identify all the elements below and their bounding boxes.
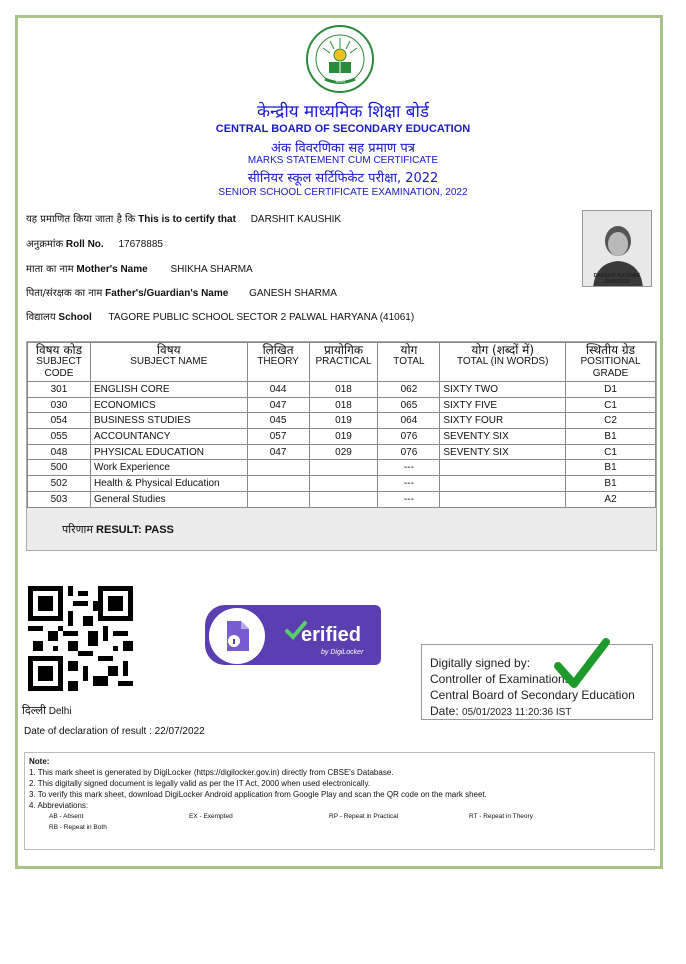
abbreviations-row <box>29 822 650 833</box>
roll-label-english: Roll No. <box>65 239 104 250</box>
digilocker-verified-badge <box>205 605 381 665</box>
theory-marks: 057 <box>247 429 309 445</box>
practical-marks <box>309 460 378 476</box>
subject-code: 030 <box>28 397 91 413</box>
positional-grade: D1 <box>566 382 656 398</box>
total-in-words: SIXTY FOUR <box>440 413 566 429</box>
total-marks: 076 <box>378 444 440 460</box>
total-marks: 064 <box>378 413 440 429</box>
signature-date-row <box>430 703 652 721</box>
table-row <box>28 429 656 445</box>
subject-name: ECONOMICS <box>90 397 247 413</box>
signature-date-value: 05/01/2023 11:20:36 IST <box>462 707 572 718</box>
positional-grade: C1 <box>566 397 656 413</box>
table-row <box>28 444 656 460</box>
result-status: RESULT: PASS <box>96 524 174 536</box>
roll-number-row <box>26 236 163 250</box>
practical-marks: 018 <box>309 397 378 413</box>
total-in-words: SIXTY TWO <box>440 382 566 398</box>
subject-code: 055 <box>28 429 91 445</box>
photo-caption-name: DARSHIT KAUSHIK <box>593 273 641 279</box>
candidate-name: DARSHIT KAUSHIK <box>250 214 342 225</box>
place-of-issue <box>22 703 72 718</box>
marks-statement-hindi: अंक विवरणिका सह प्रमाण पत्र <box>271 141 415 156</box>
practical-marks: 019 <box>309 413 378 429</box>
subject-code: 503 <box>28 491 91 507</box>
subject-code: 054 <box>28 413 91 429</box>
theory-marks: 047 <box>247 397 309 413</box>
header-practical: प्रायोगिक PRACTICAL <box>309 343 378 382</box>
roll-label-hindi: अनुक्रमांक <box>26 239 64 250</box>
theory-marks: 045 <box>247 413 309 429</box>
subject-name: General Studies <box>90 491 247 507</box>
theory-marks <box>247 460 309 476</box>
subject-code: 500 <box>28 460 91 476</box>
marks-statement-english: MARKS STATEMENT CUM CERTIFICATE <box>247 155 439 166</box>
note-item: 2. This digitally signed document is legally valid as per the IT Act, 2000 when used electronically. <box>29 779 371 788</box>
positional-grade: B1 <box>566 476 656 492</box>
header-grade: स्थितीय ग्रेड POSITIONAL GRADE <box>566 343 656 382</box>
positional-grade: C1 <box>566 444 656 460</box>
place-english: Delhi <box>48 706 72 717</box>
photo-caption-date: 29/09/2020 <box>604 279 630 285</box>
abbreviations-row <box>29 811 650 822</box>
subject-name: ACCOUNTANCY <box>90 429 247 445</box>
signature-valid-check-icon <box>554 636 610 692</box>
abbreviation-item: AB - Absent <box>49 813 84 820</box>
note-item: 3. To verify this mark sheet, download DigiLocker Android application from Google Play and scan the QR code on the mark sheet. <box>29 790 487 799</box>
note-item: 1. This mark sheet is generated by DigiLocker (https://digilocker.gov.in) directly from CBSE's Database. <box>29 768 394 777</box>
subject-code: 048 <box>28 444 91 460</box>
father-label-hindi: पिता/संरक्षक का नाम <box>26 288 103 299</box>
father-name-row <box>26 285 337 299</box>
subject-name: ENGLISH CORE <box>90 382 247 398</box>
roll-number: 17678885 <box>118 239 163 250</box>
positional-grade: B1 <box>566 460 656 476</box>
practical-marks: 018 <box>309 382 378 398</box>
note-item: 4. Abbreviations: <box>29 801 89 810</box>
subject-name: Work Experience <box>90 460 247 476</box>
abbreviation-item: RP - Repeat in Practical <box>329 813 399 820</box>
mother-label-hindi: माता का नाम <box>26 264 74 275</box>
total-marks: 062 <box>378 382 440 398</box>
signer-organization: Central Board of Secondary Education <box>430 688 635 702</box>
candidate-name-row <box>26 211 341 225</box>
subject-code: 301 <box>28 382 91 398</box>
total-in-words <box>440 476 566 492</box>
table-row <box>28 397 656 413</box>
total-in-words: SEVENTY SIX <box>440 429 566 445</box>
total-marks: 076 <box>378 429 440 445</box>
total-in-words <box>440 491 566 507</box>
document-lock-icon <box>221 619 253 653</box>
school-name: TAGORE PUBLIC SCHOOL SECTOR 2 PALWAL HARYANA (41061) <box>108 312 415 323</box>
abbreviation-item: RB - Repeat in Both <box>49 824 107 831</box>
signed-by-label: Digitally signed by: <box>430 656 531 670</box>
abbreviation-item: RT - Repeat in Theory <box>469 813 533 820</box>
certify-label-hindi: यह प्रमाणित किया जाता है कि <box>26 214 136 225</box>
total-in-words: SIXTY FIVE <box>440 397 566 413</box>
place-hindi: दिल्ली <box>22 704 46 717</box>
header-subject-name: विषय SUBJECT NAME <box>90 343 247 382</box>
signer-title: Controller of Examinations <box>430 672 571 686</box>
theory-marks <box>247 491 309 507</box>
theory-marks: 044 <box>247 382 309 398</box>
positional-grade: A2 <box>566 491 656 507</box>
mother-label-english: Mother's Name <box>76 264 148 275</box>
verified-subtext: by DigiLocker <box>321 649 364 656</box>
abbreviation-item: EX - Exempted <box>189 813 233 820</box>
subject-code: 502 <box>28 476 91 492</box>
exam-name-hindi: सीनियर स्कूल सर्टिफिकेट परीक्षा, 2022 <box>247 171 439 186</box>
subject-name: Health & Physical Education <box>90 476 247 492</box>
signature-date-label: Date: <box>430 704 459 718</box>
practical-marks <box>309 491 378 507</box>
positional-grade: B1 <box>566 429 656 445</box>
qr-code <box>28 586 133 691</box>
subject-name: BUSINESS STUDIES <box>90 413 247 429</box>
digital-signature-box <box>421 644 653 720</box>
total-marks: 065 <box>378 397 440 413</box>
school-label-english: School <box>58 312 92 323</box>
total-marks: --- <box>378 476 440 492</box>
table-row <box>28 491 656 507</box>
father-name: GANESH SHARMA <box>249 288 337 299</box>
notes-section <box>24 752 655 850</box>
positional-grade: C2 <box>566 413 656 429</box>
total-in-words: SEVENTY SIX <box>440 444 566 460</box>
marks-section <box>26 341 657 551</box>
table-row <box>28 476 656 492</box>
candidate-photo <box>582 210 652 287</box>
total-marks: --- <box>378 491 440 507</box>
notes-title: Note: <box>29 757 50 766</box>
mother-name-row <box>26 261 253 275</box>
practical-marks: 019 <box>309 429 378 445</box>
header-total: योग TOTAL <box>378 343 440 382</box>
declaration-date: Date of declaration of result : 22/07/2022 <box>24 726 205 737</box>
table-row <box>28 460 656 476</box>
certify-label-english: This is to certify that <box>138 214 236 225</box>
result-line <box>62 522 174 537</box>
exam-name-english: SENIOR SCHOOL CERTIFICATE EXAMINATION, 2022 <box>218 187 468 198</box>
verified-text: erified <box>301 624 362 646</box>
board-name-english: CENTRAL BOARD OF SECONDARY EDUCATION <box>215 123 471 135</box>
marks-table <box>27 342 656 508</box>
practical-marks: 029 <box>309 444 378 460</box>
cbse-logo <box>305 24 375 94</box>
subject-name: PHYSICAL EDUCATION <box>90 444 247 460</box>
total-marks: --- <box>378 460 440 476</box>
father-label-english: Father's/Guardian's Name <box>105 288 229 299</box>
theory-marks <box>247 476 309 492</box>
mother-name: SHIKHA SHARMA <box>170 264 253 275</box>
theory-marks: 047 <box>247 444 309 460</box>
header-total-words: योग (शब्दों में) TOTAL (IN WORDS) <box>440 343 566 382</box>
photo-caption <box>583 273 651 285</box>
school-label-hindi: विद्यालय <box>26 312 56 323</box>
table-row <box>28 413 656 429</box>
header-theory: लिखित THEORY <box>247 343 309 382</box>
practical-marks <box>309 476 378 492</box>
result-label-hindi: परिणाम <box>62 523 93 536</box>
table-row <box>28 382 656 398</box>
header-subject-code: विषय कोड SUBJECT CODE <box>28 343 91 382</box>
total-in-words <box>440 460 566 476</box>
svg-text:भारत: भारत <box>335 79 345 85</box>
school-row <box>26 309 414 323</box>
board-name-hindi: केन्द्रीय माध्यमिक शिक्षा बोर्ड <box>256 102 430 122</box>
table-header-row <box>28 343 656 382</box>
